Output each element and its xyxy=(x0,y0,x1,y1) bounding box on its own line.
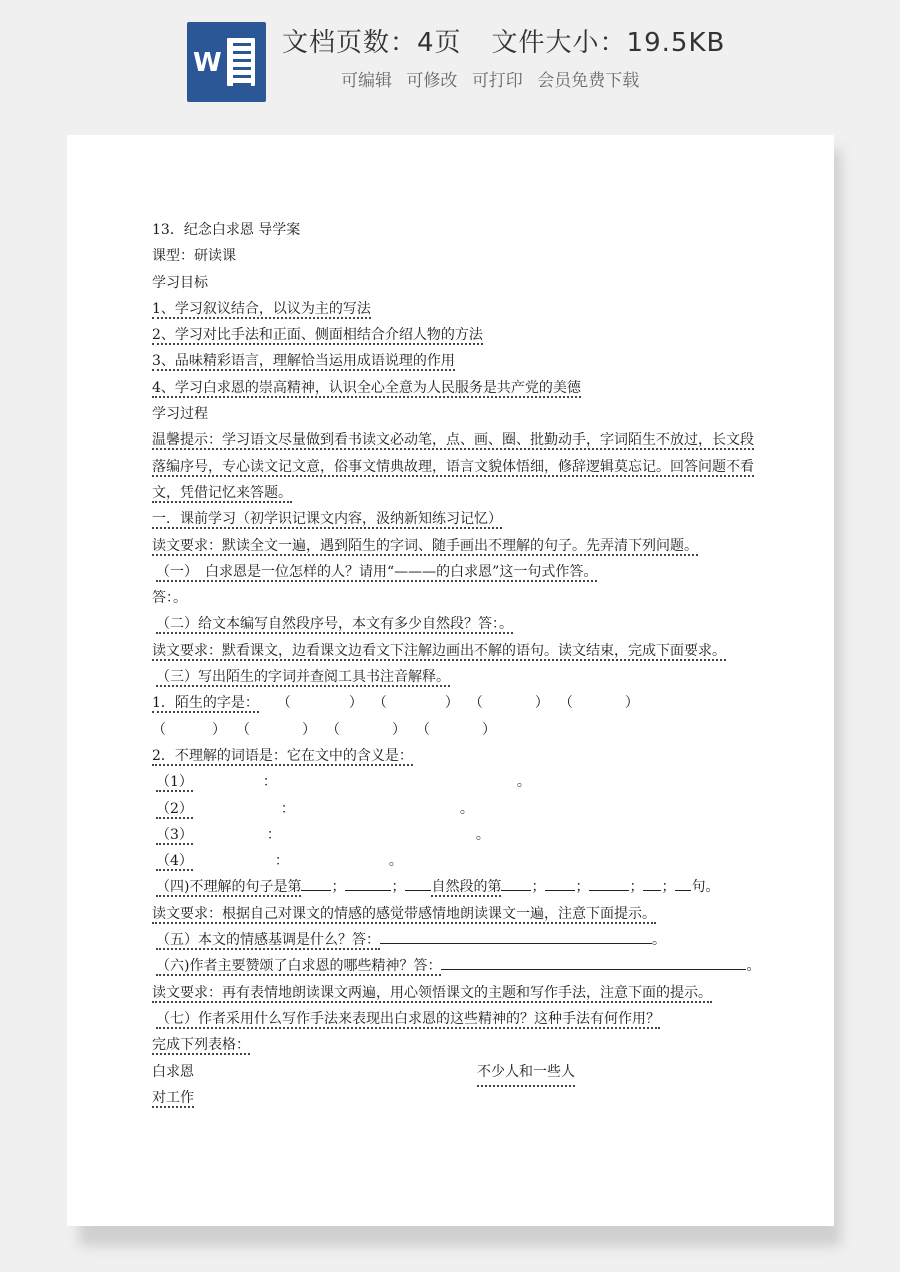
words-label: 2．不理解的词语是：它在文中的含义是： xyxy=(152,747,413,764)
reading-requirement: 读文要求：默看课文，边看课文边看文下注解边画出不解的语句。读文结束，完成下面要求。 xyxy=(152,642,726,659)
goals-heading: 学习目标 xyxy=(152,274,208,291)
document-content xyxy=(152,217,761,1111)
question-6: （六)作者主要赞颂了白求恩的哪些精神？答： 。 xyxy=(152,953,757,979)
word-item: （4） ： 。 xyxy=(156,853,403,870)
word-logo-letter: W xyxy=(193,48,222,78)
page-count: 文档页数：4页 xyxy=(282,28,462,58)
table-instruction: 完成下列表格： xyxy=(152,1037,250,1054)
question-1: （一） 白求恩是一位怎样的人？请用“———的白求恩”这一句式作答。 xyxy=(156,563,598,580)
feature-modifiable: 可修改 xyxy=(406,71,458,91)
table-col-others: 不少人和一些人 xyxy=(477,1059,575,1087)
reading-requirement: 读文要求：根据自己对课文的情感的感觉带感情地朗读课文一遍，注意下面提示。 xyxy=(152,905,656,922)
reading-requirement: 读文要求：再有表情地朗读课文两遍，用心领悟课文的主题和写作手法，注意下面的提示。 xyxy=(152,984,712,1001)
reading-requirement: 读文要求：默读全文一遍，遇到陌生的字词、随手画出不理解的句子。先弄清下列问题。 xyxy=(152,537,698,554)
table-col-bethune: 白求恩 xyxy=(152,1063,194,1080)
document-page xyxy=(67,135,834,1226)
process-heading: 学习过程 xyxy=(152,406,208,423)
section-heading: 一．课前学习（初学识记课文内容，汲纳新知练习记忆） xyxy=(152,511,502,528)
document-banner xyxy=(0,0,900,130)
word-file-icon xyxy=(187,22,266,102)
goal-item: 4、学习白求恩的崇高精神，认识全心全意为人民服务是共产党的美德 xyxy=(152,379,581,396)
table-header-row xyxy=(152,1059,757,1085)
word-item: （1） ： 。 xyxy=(156,774,531,791)
tip-paragraph: 温馨提示：学习语文尽量做到看书读文必动笔，点、画、圈、批勤动手，字词陌生不放过，长文段落编序号，专心读文记文意，俗事文情典故理，语言文貌体悟细，修辞逻辑莫忘记。回答问题不看文，凭借记忆来答题。 xyxy=(152,432,754,501)
word-item: （3） ： 。 xyxy=(156,826,490,843)
word-item: （2） ： 。 xyxy=(156,800,474,817)
strange-characters-row: 1．陌生的字是： （ ） （ ） （ ） （ ） xyxy=(152,695,639,712)
document-title: 13．纪念白求恩 导学案 xyxy=(152,222,301,238)
strange-characters-row: （ ） （ ） （ ） （ ） xyxy=(152,721,496,738)
lesson-type: 课型：研读课 xyxy=(152,248,236,265)
document-meta xyxy=(282,22,725,59)
question-2: （二）给文本编写自然段序号，本文有多少自然段？答：。 xyxy=(156,616,513,633)
question-3: （三）写出陌生的字词并查阅工具书注音解释。 xyxy=(156,669,450,686)
feature-printable: 可打印 xyxy=(471,71,523,91)
question-5: （五）本文的情感基调是什么？答： 。 xyxy=(152,927,757,953)
feature-member-download: 会员免费下载 xyxy=(537,71,640,91)
goal-item: 2、学习对比手法和正面、侧面相结合介绍人物的方法 xyxy=(152,327,483,344)
feature-editable: 可编辑 xyxy=(341,71,392,91)
table-row-label: 对工作 xyxy=(152,1089,194,1106)
goal-item: 1、学习叙议结合，以议为主的写法 xyxy=(152,300,371,317)
question-4: （四)不理解的句子是第 ； ； 自然段的第 ； ； ； ； 句。 xyxy=(152,874,757,900)
answer-1: 答：。 xyxy=(152,590,187,607)
feature-list xyxy=(341,66,648,91)
question-7: （七）作者采用什么写作手法来表现出白求恩的这些精神的？这种手法有何作用？ xyxy=(156,1010,660,1027)
document-lines-icon xyxy=(227,38,255,86)
file-size: 文件大小：19.5KB xyxy=(491,28,726,58)
goal-item: 3、品味精彩语言，理解恰当运用成语说理的作用 xyxy=(152,353,455,370)
